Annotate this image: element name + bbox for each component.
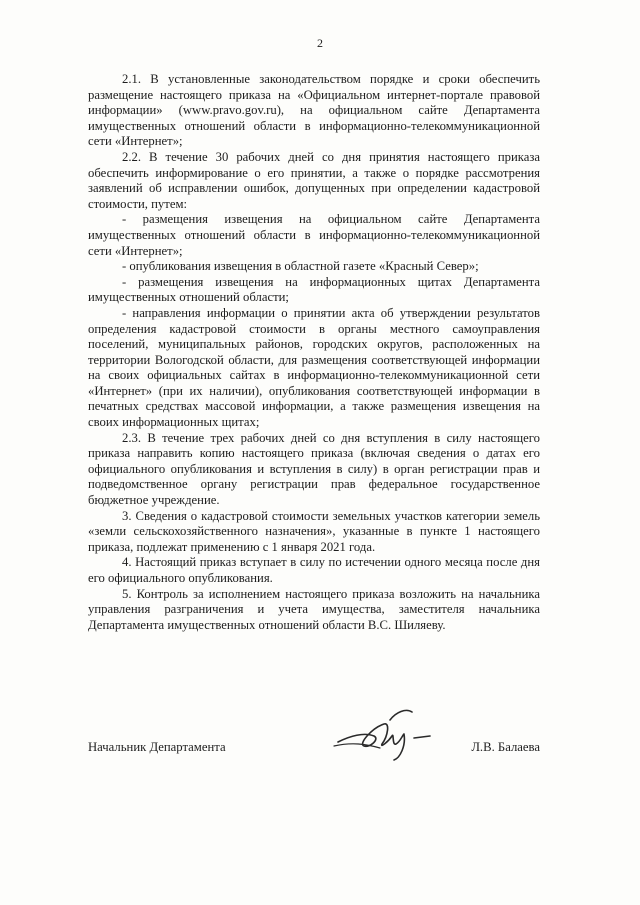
signatory-name: Л.В. Балаева — [471, 740, 540, 754]
paragraph-5: 5. Контроль за исполнением настоящего приказа возложить на начальника управления разграничения и учета имущества, заместителя начальника Департамента имущественных отношений области В.С. Шиляеву. — [88, 586, 540, 632]
paragraph-2-3: 2.3. В течение трех рабочих дней со дня вступления в силу настоящего приказа направить копию настоящего приказа (включая сведения о датах его официального опубликования и вступления в силу) в орган регистрации прав и подведомственное органу регистрации прав федеральное государственное бюджетное учреждение. — [88, 430, 540, 508]
document-body — [88, 72, 540, 633]
paragraph-3: 3. Сведения о кадастровой стоимости земельных участков категории земель «земли сельскохозяйственного назначения», указанные в пункте 1 настоящего приказа, подлежат применению с 1 января 2021 года. — [88, 508, 540, 554]
signature-block — [88, 740, 540, 760]
list-item-website: - размещения извещения на официальном сайте Департамента имущественных отношений области в информационно-телекоммуникационной сети «Интернет»; — [88, 212, 540, 258]
page-number: 2 — [317, 36, 323, 50]
paragraph-2-2: 2.2. В течение 30 рабочих дней со дня принятия настоящего приказа обеспечить информирование о его принятии, а также о порядке рассмотрения заявлений об исправлении ошибок, допущенных при определении кадастровой стоимости, путем: — [88, 149, 540, 211]
signatory-role: Начальник Департамента — [88, 740, 226, 754]
paragraph-2-1: 2.1. В установленные законодательством порядке и сроки обеспечить размещение настоящего приказа на «Официальном интернет-портале правовой информации» (www.pravo.gov.ru), на официальном сайте Департамента имущественных отношений области в информационно-телекоммуникационной сети «Интернет»; — [88, 72, 540, 149]
list-item-newspaper: - опубликования извещения в областной газете «Красный Север»; — [122, 259, 479, 274]
list-item-municipal: - направления информации о принятии акта об утверждении результатов определения кадастровой стоимости в органы местного самоуправления поселений, муниципальных районов, городских округов, расположенных на территории Вологодской области, для размещения соответствующей информации на своих официальных сайтах в информационно-телекоммуникационной сети «Интернет» (при их наличии), опубликования соответствующей информации в печатных средствах массовой информации, а также размещения извещения на своих информационных щитах; — [88, 305, 540, 430]
list-item-boards: - размещения извещения на информационных щитах Департамента имущественных отношений области; — [88, 274, 540, 305]
paragraph-4: 4. Настоящий приказ вступает в силу по истечении одного месяца после дня его официального опубликования. — [88, 555, 540, 585]
